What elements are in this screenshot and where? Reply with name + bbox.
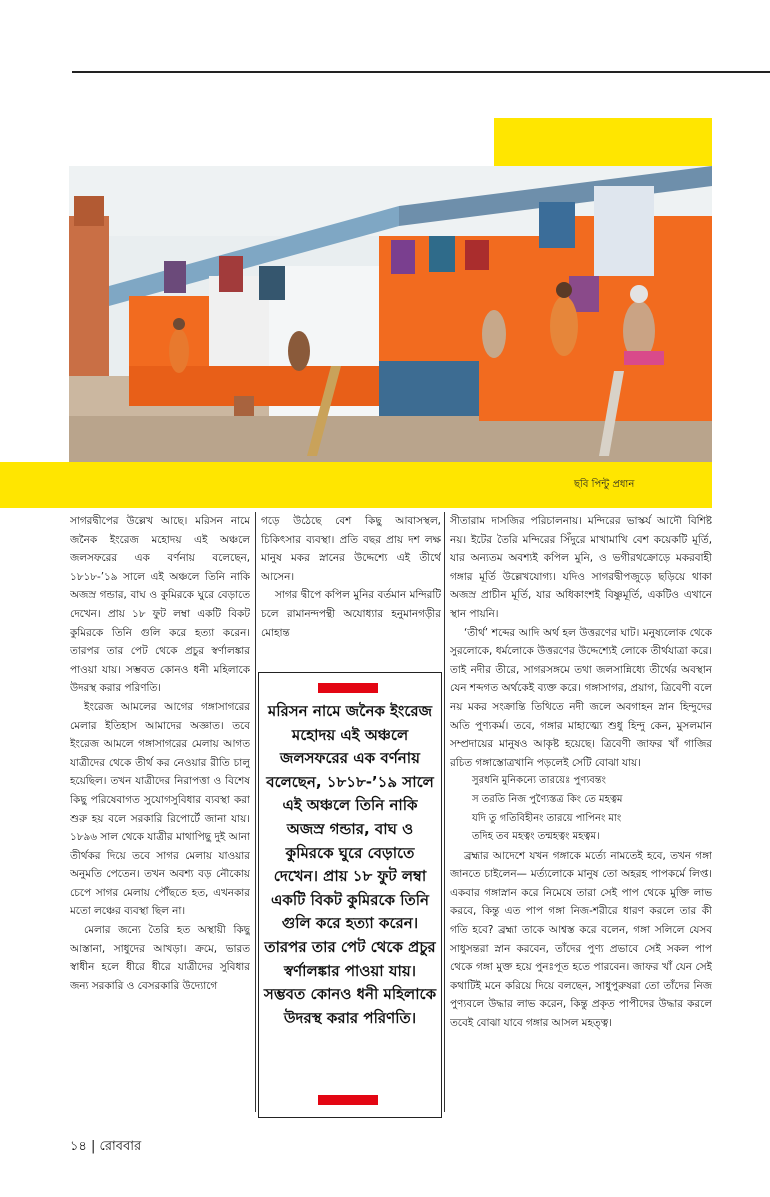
article-column-1 <box>70 512 250 1112</box>
column-divider-right <box>444 512 445 1112</box>
article-column-2 <box>261 512 441 662</box>
paragraph: ‘তীর্থ’ শব্দের আদি অর্থ হল উত্তরণের ঘাট। মনুষ্যলোক থেকে সুরলোকে, ধর্মলোকে উত্তরণের উদ্দেশ্যেই লোকে তীর্থযাত্রা করে। তাই নদীর তীরে, সাগরসঙ্গমে তথা জলসান্নিধ্যে তীর্থের অবস্থান যেন শব্দগত অর্থকেই ব্যক্ত করে। গঙ্গাসাগর, প্রয়াগ, ত্রিবেণী বলে নয় মকর সংক্রান্তি তিথিতে নদী জলে অবগাহন স্নান হিন্দুদের অতি পুণ্যকর্ম। তবে, গঙ্গার মাহাত্ম্যে শুধু হিন্দু কেন, মুসলমান সম্প্রদায়ের মানুষও আকৃষ্ট হয়েছে। ত্রিবেণী জাফর খাঁ গাজির রচিত গঙ্গাস্তোত্রখানি পড়লেই সেটি বোঝা যায়। <box>450 626 712 769</box>
yellow-accent-top <box>494 118 712 166</box>
paragraph: মেলার জন্যে তৈরি হত অস্থায়ী কিছু আস্তানা, সাধুদের আখড়া। ক্রমে, ভারত স্বাধীন হলে ধীরে ধীরে যাত্রীদের সুবিধার জন্য সরকারি ও বেসরকারি উদ্যোগে <box>70 924 250 992</box>
paragraph: ইংরেজ আমলের আগের গঙ্গাসাগরের মেলার ইতিহাস আমাদের অজ্ঞাত। তবে ইংরেজ আমলে গঙ্গাসাগরের মেলায় আগত যাত্রীদের থেকে তীর্থ কর নেওয়ার রীতি চালু হয়েছিল। তখন যাত্রীদের নিরাপত্তা ও বিশেষ কিছু পরিষেবাগত সুযোগসুবিধার ব্যবস্থা করা শুরু হয় বলে সরকারি রিপোর্টে জানা যায়। ১৮৯৬ সাল থেকে যাত্রীর মাথাপিছু দুই আনা তীর্থকর দিয়ে তবে সাগর মেলায় যাওয়ার অনুমতি পেতেন। তখন অবশ্য বড় নৌকোয় চেপে সাগর মেলায় পৌঁছতে হত, এখনকার মতো লঞ্চের ব্যবস্থা ছিল না। <box>70 700 250 918</box>
verse-line: তদিহ তব মহত্বং তন্মহত্বং মহত্বম। <box>472 831 600 843</box>
magazine-name: রোববার <box>99 1139 142 1154</box>
footer-separator: | <box>91 1139 96 1154</box>
page-number: ১৪ <box>70 1139 87 1154</box>
feature-photo <box>69 166 712 462</box>
verse-block <box>450 772 712 846</box>
verse-line: যদি তু গতিবিহীনং তারয়ে পাপিনং মাং <box>472 812 622 824</box>
pullquote-bar-bottom <box>318 1095 378 1105</box>
top-rule <box>72 71 770 73</box>
article-column-3 <box>450 512 712 1112</box>
paragraph: সাগর দ্বীপে কপিল মুনির বর্তমান মন্দিরটি চলে রামানন্দপন্থী অযোধ্যার হনুমানগড়ীর মোহান্ত <box>261 589 441 639</box>
paragraph: সাগরদ্বীপের উল্লেখ আছে। মরিসন নামে জনৈক ইংরেজ মহোদয় এই অঞ্চলে জলসফরের এক বর্ণনায় বলেছেন, ১৮১৮-’১৯ সালে এই অঞ্চলে তিনি নাকি অজস্র গন্ডার, বাঘ ও কুমিরকে ঘুরে বেড়াতে দেখেন। প্রায় ১৮ ফুট লম্বা একটি বিকট কুমিরকে তিনি গুলি করে হত্যা করেন। তারপর তার পেট থেকে প্রচুর স্বর্ণালঙ্কার পাওয়া যায়। সম্ভবত কোনও ধনী মহিলাকে উদরস্থ করার পরিণতি। <box>70 515 250 695</box>
page-footer <box>70 1137 141 1158</box>
verse-line: স তরতি নিজ পুণ্যৈস্তত্র কিং তে মহত্বম <box>472 793 623 805</box>
pullquote-bar-top <box>318 683 378 693</box>
paragraph: ব্রহ্মার আদেশে যখন গঙ্গাকে মর্ত্যে নামতেই হবে, তখন গঙ্গা জানতে চাইলেন— মর্ত্যলোকে মানুষ তো অহরহ পাপকর্মে লিপ্ত। একবার গঙ্গাস্নান করে নিমেষে তারা সেই পাপ থেকে মুক্তি লাভ করবে, কিন্তু এত পাপ গঙ্গা নিজ-শরীরে ধারণ করলে তার কী গতি হবে? ব্রহ্মা তাকে আশ্বস্ত করে বলেন, গঙ্গা সলিলে যেসব সাধুসন্তরা স্নান করবেন, তাঁদের পুণ্য প্রভাবে সেই সকল পাপ থেকে গঙ্গা মুক্ত হয়ে পুনঃপূত হতে পারবেন। জাফর খাঁ যেন সেই কথাটিই মনে করিয়ে দিয়ে বলছেন, সাধুপুরুষরা তো তাঁদের নিজ পুণ্যবলে উদ্ধার লাভ করেন, কিন্তু প্রকৃত পাপীদের উদ্ধার করলে তবেই বোঝা যাবে গঙ্গার আসল মহত্ত্ব। <box>450 849 712 1030</box>
column-divider-left <box>255 512 256 1112</box>
photo-caption: ছবি পিন্টু প্রধান <box>574 479 635 490</box>
verse-line: সুরধনি মুনিকন্যে তারয়েঃ পুণ্যবন্তং <box>472 775 606 787</box>
photo-illustration <box>69 166 712 462</box>
pullquote-text: মরিসন নামে জনৈক ইংরেজ মহোদয় এই অঞ্চলে জলসফরের এক বর্ণনায় বলেছেন, ১৮১৮-’১৯ সালে এই অঞ্চলে তিনি নাকি অজস্র গন্ডার, বাঘ ও কুমিরকে ঘুরে বেড়াতে দেখেন। প্রায় ১৮ ফুট লম্বা একটি বিকট কুমিরকে তিনি গুলি করে হত্যা করেন। তারপর তার পেট থেকে প্রচুর স্বর্ণালঙ্কার পাওয়া যায়। সম্ভবত কোনও ধনী মহিলাকে উদরস্থ করার পরিণতি। <box>263 702 437 1027</box>
paragraph: গড়ে উঠেছে বেশ কিছু আবাসস্থল, চিকিৎসার ব্যবস্থা। প্রতি বছর প্রায় দশ লক্ষ মানুষ মকর স্নানের উদ্দেশ্যে এই তীর্থে আসেন। <box>261 515 441 583</box>
paragraph: সীতারাম দাসজির পরিচালনায়। মন্দিরের ভাস্কর্য আদৌ বিশিষ্ট নয়। ইটের তৈরি মন্দিরের সিঁদুরে মাখামাখি বেশ কয়েকটি মূর্তি, যার অন্যতম অবশ্যই কপিল মুনি, ও ভগীরথক্রোড়ে মকরবাহী গঙ্গার মূর্তি উল্লেখযোগ্য। যদিও সাগরদ্বীপজুড়ে ছড়িয়ে থাকা অজস্র প্রাচীন মূর্তি, যার অধিকাংশই বিষ্ণুমূর্তি, একটিও এখানে স্থান পায়নি। <box>450 515 712 620</box>
